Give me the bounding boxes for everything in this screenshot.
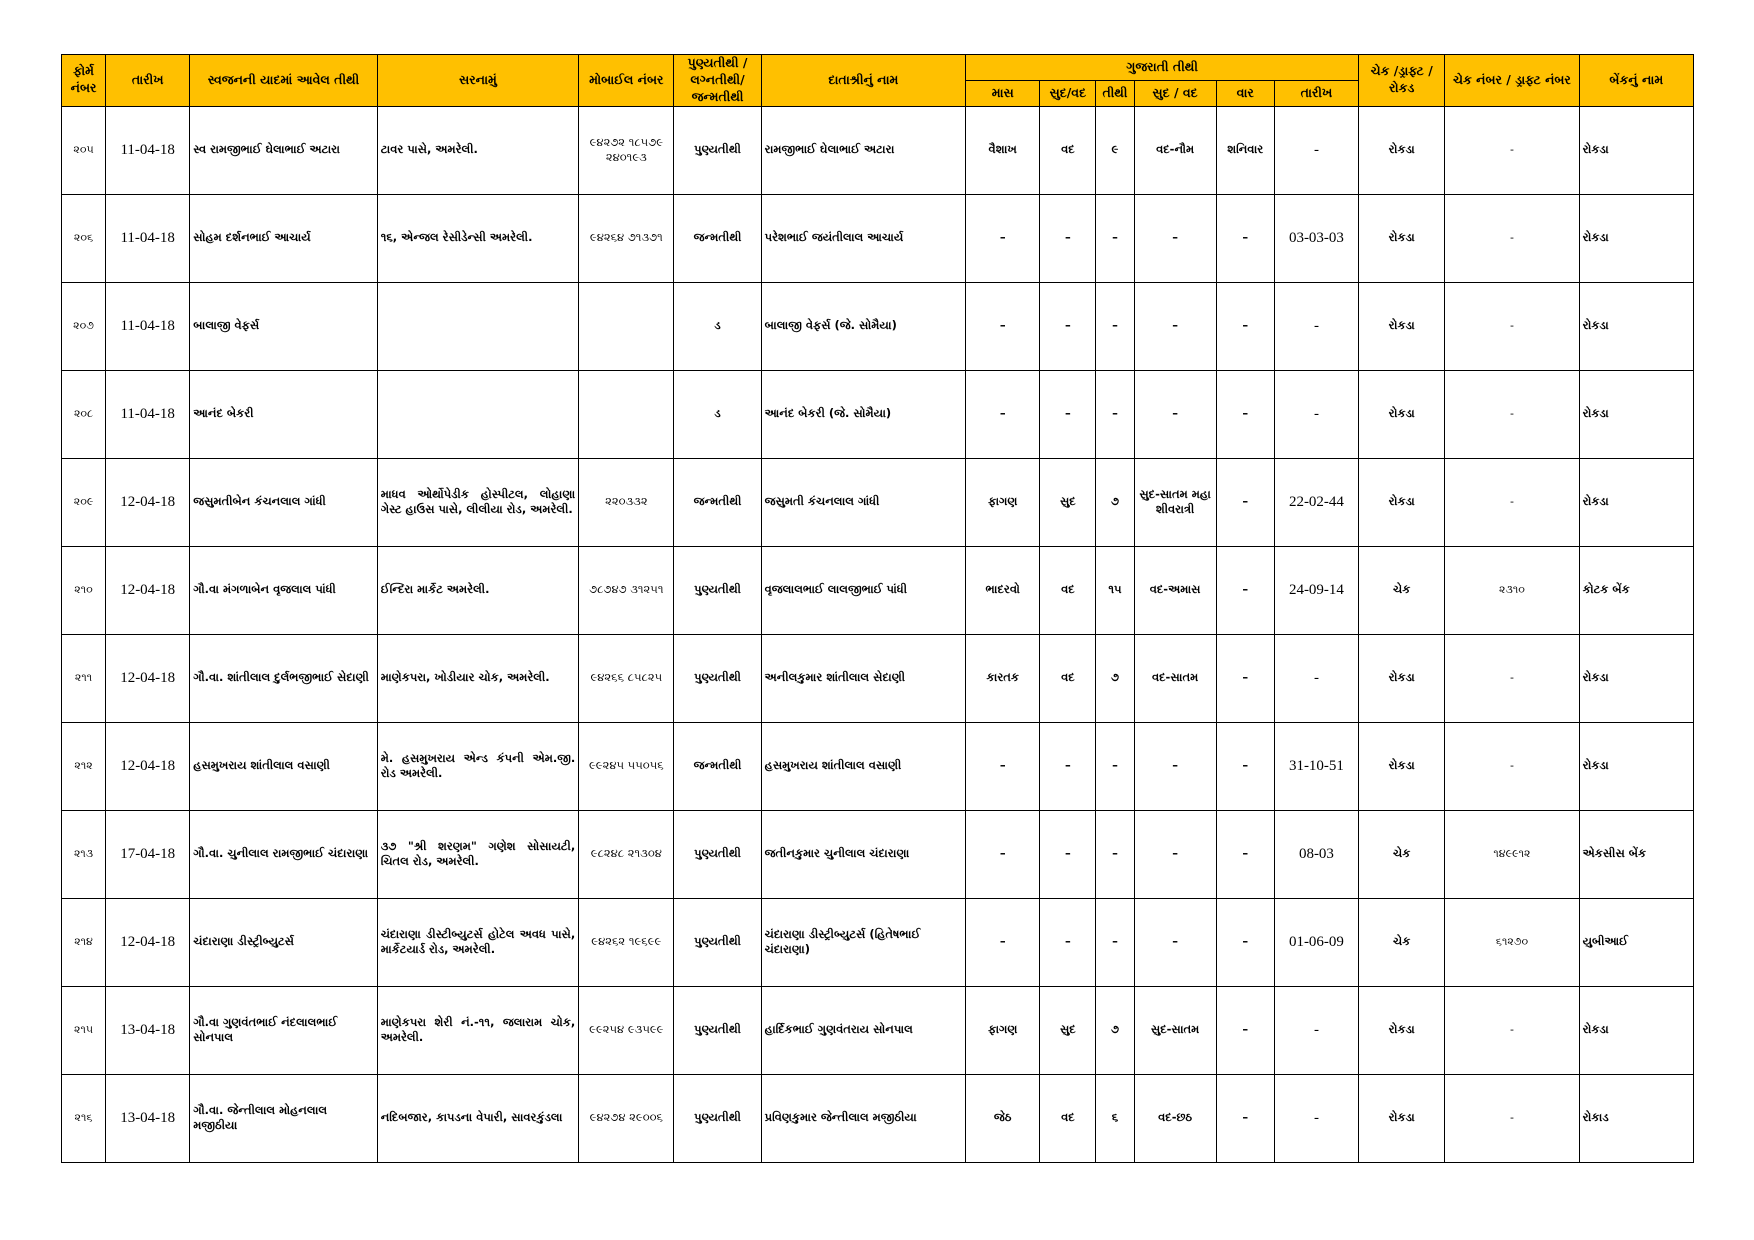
cell-payment-mode: ચેક [1359, 810, 1445, 898]
cell-sud-vad: વદ [1040, 1074, 1096, 1162]
cell-cheque-no: - [1445, 722, 1579, 810]
cell-donor-name: ચંદારાણા ડીસ્ટ્રીબ્યુટર્સ (હિતેષભાઈ ચંદારાણા) [761, 898, 965, 986]
cell-bank: રોકડા [1579, 282, 1693, 370]
table-row [62, 458, 1694, 546]
cell-address: માણેકપરા શેરી નં.-૧૧, જલારામ ચોક, અમરેલી. [377, 986, 578, 1074]
cell-form-no: ૨૦૬ [62, 194, 106, 282]
cell-weekday: – [1216, 722, 1274, 810]
cell-month: – [966, 370, 1040, 458]
cell-occasion: પુણ્યતીથી [674, 546, 761, 634]
cell-bank: રોકાડ [1579, 1074, 1693, 1162]
cell-bank: રોકડા [1579, 458, 1693, 546]
cell-tithi: – [1096, 898, 1134, 986]
cell-sud-vad-2: વદ-નૌમ [1134, 106, 1216, 194]
cell-occasion: ડ [674, 370, 761, 458]
cell-tithi-date: - [1274, 106, 1358, 194]
cell-weekday: – [1216, 810, 1274, 898]
cell-address: ટાવર પાસે, અમરેલી. [377, 106, 578, 194]
cell-weekday: – [1216, 282, 1274, 370]
header-donor-name: દાતાશ્રીનું નામ [761, 55, 965, 107]
cell-form-no: ૨૧૨ [62, 722, 106, 810]
cell-bank: રોકડા [1579, 106, 1693, 194]
cell-month: જેઠ [966, 1074, 1040, 1162]
cell-weekday: – [1216, 634, 1274, 722]
cell-weekday: – [1216, 546, 1274, 634]
cell-donor-name: પરેશભાઈ જયંતીલાલ આચાર્ય [761, 194, 965, 282]
cell-occasion: જન્મતીથી [674, 458, 761, 546]
cell-form-no: ૨૧૪ [62, 898, 106, 986]
cell-cheque-no: - [1445, 106, 1579, 194]
cell-mobile: ૯૯૨૪૫ ૫૫૦૫૬ [579, 722, 674, 810]
header-cheque-no: ચેક નંબર / ડ્રાફ્ટ નંબર [1445, 55, 1579, 107]
cell-remembered-name: ચંદારાણા ડીસ્ટ્રીબ્યુટર્સ [190, 898, 377, 986]
cell-payment-mode: ચેક [1359, 898, 1445, 986]
cell-tithi: – [1096, 810, 1134, 898]
cell-donor-name: વૃજલાલભાઈ લાલજીભાઈ પાંધી [761, 546, 965, 634]
cell-remembered-name: સોહમ દર્શનભાઈ આચાર્ય [190, 194, 377, 282]
cell-sud-vad-2: – [1134, 810, 1216, 898]
cell-month: વૈશાખ [966, 106, 1040, 194]
cell-form-no: ૨૦૭ [62, 282, 106, 370]
cell-tithi-date: 08-03 [1274, 810, 1358, 898]
cell-tithi-date: - [1274, 986, 1358, 1074]
cell-sud-vad: વદ [1040, 106, 1096, 194]
cell-donor-name: જસુમતી કંચનલાલ ગાંધી [761, 458, 965, 546]
cell-payment-mode: રોકડા [1359, 986, 1445, 1074]
cell-sud-vad: – [1040, 898, 1096, 986]
cell-tithi-date: 03-03-03 [1274, 194, 1358, 282]
cell-sud-vad: વદ [1040, 634, 1096, 722]
cell-bank: રોકડા [1579, 722, 1693, 810]
cell-weekday: – [1216, 458, 1274, 546]
cell-bank: રોકડા [1579, 986, 1693, 1074]
cell-payment-mode: રોકડા [1359, 458, 1445, 546]
header-date: તારીખ [106, 55, 190, 107]
cell-weekday: – [1216, 1074, 1274, 1162]
cell-occasion: પુણ્યતીથી [674, 810, 761, 898]
cell-mobile: ૭૮૭૪૭ ૩૧૨૫૧ [579, 546, 674, 634]
cell-mobile: ૯૪૨૬૪ ૭૧૩૭૧ [579, 194, 674, 282]
header-payment-mode: ચેક /ડ્રાફ્ટ / રોકડ [1359, 55, 1445, 107]
cell-donor-name: જતીનકુમાર ચુનીલાલ ચંદારાણા [761, 810, 965, 898]
cell-month: ફાગણ [966, 458, 1040, 546]
cell-sud-vad: – [1040, 810, 1096, 898]
cell-month: કારતક [966, 634, 1040, 722]
cell-address [377, 282, 578, 370]
cell-sud-vad-2: – [1134, 282, 1216, 370]
cell-address: ૧૬, એન્જલ રેસીડેન્સી અમરેલી. [377, 194, 578, 282]
cell-payment-mode: રોકડા [1359, 1074, 1445, 1162]
cell-tithi-date: 31-10-51 [1274, 722, 1358, 810]
cell-donor-name: રામજીભાઈ ઘેલાભાઈ અટારા [761, 106, 965, 194]
cell-donor-name: હસમુખરાય શાંતીલાલ વસાણી [761, 722, 965, 810]
cell-donor-name: આનંદ બેકરી (જે. સોમૈયા) [761, 370, 965, 458]
cell-bank: રોકડા [1579, 370, 1693, 458]
cell-sud-vad-2: વદ-છઠ [1134, 1074, 1216, 1162]
cell-cheque-no: - [1445, 986, 1579, 1074]
cell-occasion: પુણ્યતીથી [674, 898, 761, 986]
cell-date: 12-04-18 [106, 546, 190, 634]
cell-tithi-date: - [1274, 282, 1358, 370]
cell-address: ૩૭ "શ્રી શરણમ" ગણેશ સોસાયટી, ચિતલ રોડ, અમરેલી. [377, 810, 578, 898]
cell-weekday: શનિવાર [1216, 106, 1274, 194]
cell-cheque-no: ૧૪૯૯૧૨ [1445, 810, 1579, 898]
cell-date: 12-04-18 [106, 898, 190, 986]
cell-sud-vad-2: વદ-સાતમ [1134, 634, 1216, 722]
cell-sud-vad-2: – [1134, 194, 1216, 282]
donor-register-table [61, 54, 1694, 1163]
cell-sud-vad-2: સુદ-સાતમ [1134, 986, 1216, 1074]
table-row [62, 546, 1694, 634]
cell-tithi: ૭ [1096, 634, 1134, 722]
cell-tithi-date: - [1274, 1074, 1358, 1162]
header-tithi-date: તારીખ [1274, 80, 1358, 106]
cell-date: 13-04-18 [106, 1074, 190, 1162]
cell-month: – [966, 898, 1040, 986]
cell-sud-vad: – [1040, 722, 1096, 810]
cell-address: માધવ ઓર્થોપેડીક હોસ્પીટલ, લોહાણા ગેસ્ટ હાઉસ પાસે, લીલીયા રોડ, અમરેલી. [377, 458, 578, 546]
cell-month: – [966, 194, 1040, 282]
cell-remembered-name: ગૌ.વા. શાંતીલાલ દુર્લભજીભાઈ સેદાણી [190, 634, 377, 722]
cell-occasion: પુણ્યતીથી [674, 1074, 761, 1162]
header-form-no: ફોર્મ નંબર [62, 55, 106, 107]
table-row [62, 106, 1694, 194]
cell-tithi: – [1096, 370, 1134, 458]
cell-remembered-name: ગૌ.વા. જેન્તીલાલ મોહનલાલ મજીઠીયા [190, 1074, 377, 1162]
table-body [62, 106, 1694, 1162]
cell-cheque-no: - [1445, 282, 1579, 370]
cell-cheque-no: ૬૧૨૭૦ [1445, 898, 1579, 986]
cell-date: 11-04-18 [106, 194, 190, 282]
cell-occasion: પુણ્યતીથી [674, 986, 761, 1074]
cell-address: ચંદારાણા ડીસ્ટીબ્યુટર્સ હોટેલ અવધ પાસે, માર્કેટયાર્ડ રોડ, અમરેલી. [377, 898, 578, 986]
table-row [62, 722, 1694, 810]
cell-tithi: ૧૫ [1096, 546, 1134, 634]
cell-tithi: – [1096, 194, 1134, 282]
cell-mobile: ૯૪૨૬૨ ૧૯૬૯૯ [579, 898, 674, 986]
cell-form-no: ૨૧૫ [62, 986, 106, 1074]
table-row [62, 634, 1694, 722]
cell-mobile: ૨૨૦૩૩૨ [579, 458, 674, 546]
cell-occasion: ડ [674, 282, 761, 370]
cell-month: – [966, 282, 1040, 370]
cell-bank: રોકડા [1579, 194, 1693, 282]
header-address: સરનામું [377, 55, 578, 107]
cell-date: 11-04-18 [106, 106, 190, 194]
table-row [62, 370, 1694, 458]
cell-form-no: ૨૦૫ [62, 106, 106, 194]
header-tithi: તીથી [1096, 80, 1134, 106]
cell-occasion: પુણ્યતીથી [674, 106, 761, 194]
cell-remembered-name: હસમુખરાય શાંતીલાલ વસાણી [190, 722, 377, 810]
cell-sud-vad: – [1040, 370, 1096, 458]
cell-payment-mode: રોકડા [1359, 194, 1445, 282]
cell-tithi-date: 24-09-14 [1274, 546, 1358, 634]
cell-month: – [966, 722, 1040, 810]
cell-remembered-name: ગૌ.વા મંગળાબેન વૃજલાલ પાંધી [190, 546, 377, 634]
cell-payment-mode: ચેક [1359, 546, 1445, 634]
cell-sud-vad-2: – [1134, 722, 1216, 810]
cell-donor-name: બાલાજી વેફર્સ (જે. સોમૈયા) [761, 282, 965, 370]
table-row [62, 282, 1694, 370]
cell-mobile: ૯૪૨૭૪ ૨૯૦૦૬ [579, 1074, 674, 1162]
cell-sud-vad-2: – [1134, 370, 1216, 458]
header-sud-vad: સુદ/વદ [1040, 80, 1096, 106]
cell-payment-mode: રોકડા [1359, 634, 1445, 722]
cell-form-no: ૨૦૯ [62, 458, 106, 546]
cell-cheque-no: - [1445, 1074, 1579, 1162]
cell-tithi: ૭ [1096, 986, 1134, 1074]
cell-mobile: ૯૮૨૪૮ ૨૧૩૦૪ [579, 810, 674, 898]
cell-date: 17-04-18 [106, 810, 190, 898]
cell-month: ફાગણ [966, 986, 1040, 1074]
cell-donor-name: હાર્દિકભાઈ ગુણવંતરાય સોનપાલ [761, 986, 965, 1074]
cell-form-no: ૨૧૬ [62, 1074, 106, 1162]
cell-sud-vad-2: વદ-અમાસ [1134, 546, 1216, 634]
cell-bank: યુબીઆઈ [1579, 898, 1693, 986]
header-occasion: પુણ્યતીથી / લગ્નતીથી/ જન્મતીથી [674, 55, 761, 107]
cell-remembered-name: આનંદ બેકરી [190, 370, 377, 458]
cell-sud-vad: સુદ [1040, 986, 1096, 1074]
table-header [62, 55, 1694, 107]
header-month: માસ [966, 80, 1040, 106]
cell-date: 13-04-18 [106, 986, 190, 1074]
cell-form-no: ૨૦૮ [62, 370, 106, 458]
cell-date: 12-04-18 [106, 722, 190, 810]
cell-cheque-no: ૨૩૧૦ [1445, 546, 1579, 634]
cell-sud-vad-2: – [1134, 898, 1216, 986]
cell-mobile: ૯૪૨૬૬ ૮૫૮૨૫ [579, 634, 674, 722]
cell-sud-vad: સુદ [1040, 458, 1096, 546]
cell-payment-mode: રોકડા [1359, 106, 1445, 194]
cell-tithi-date: - [1274, 370, 1358, 458]
header-gujarati-tithi: ગુજરાતી તીથી [966, 55, 1359, 81]
cell-tithi-date: 01-06-09 [1274, 898, 1358, 986]
table-row [62, 810, 1694, 898]
cell-sud-vad: – [1040, 282, 1096, 370]
cell-occasion: જન્મતીથી [674, 194, 761, 282]
cell-weekday: – [1216, 194, 1274, 282]
cell-address: માણેકપરા, ખોડીયાર ચોક, અમરેલી. [377, 634, 578, 722]
cell-date: 12-04-18 [106, 458, 190, 546]
cell-remembered-name: ગૌ.વા. ચુનીલાલ રામજીભાઈ ચંદારાણા [190, 810, 377, 898]
header-bank: બેંકનું નામ [1579, 55, 1693, 107]
cell-sud-vad-2: સુદ-સાતમ મહા શીવરાત્રી [1134, 458, 1216, 546]
cell-address: ઈન્દિરા માર્કેટ અમરેલી. [377, 546, 578, 634]
cell-date: 11-04-18 [106, 370, 190, 458]
cell-tithi: – [1096, 282, 1134, 370]
table-row [62, 898, 1694, 986]
table-row [62, 1074, 1694, 1162]
cell-address [377, 370, 578, 458]
cell-tithi: ૭ [1096, 458, 1134, 546]
cell-weekday: – [1216, 370, 1274, 458]
cell-cheque-no: - [1445, 458, 1579, 546]
cell-sud-vad: વદ [1040, 546, 1096, 634]
cell-occasion: પુણ્યતીથી [674, 634, 761, 722]
cell-payment-mode: રોકડા [1359, 722, 1445, 810]
cell-remembered-name: બાલાજી વેફર્સ [190, 282, 377, 370]
cell-tithi: – [1096, 722, 1134, 810]
cell-form-no: ૨૧૩ [62, 810, 106, 898]
cell-donor-name: અનીલકુમાર શાંતીલાલ સેદાણી [761, 634, 965, 722]
table-row [62, 986, 1694, 1074]
cell-remembered-name: સ્વ રામજીભાઈ ઘેલાભાઈ અટારા [190, 106, 377, 194]
cell-bank: એકસીસ બેંક [1579, 810, 1693, 898]
cell-weekday: – [1216, 898, 1274, 986]
cell-bank: કોટક બેંક [1579, 546, 1693, 634]
cell-cheque-no: - [1445, 194, 1579, 282]
cell-month: ભાદરવો [966, 546, 1040, 634]
cell-tithi: ૯ [1096, 106, 1134, 194]
cell-cheque-no: - [1445, 634, 1579, 722]
cell-form-no: ૨૧૧ [62, 634, 106, 722]
cell-tithi-date: - [1274, 634, 1358, 722]
cell-payment-mode: રોકડા [1359, 282, 1445, 370]
cell-donor-name: પ્રવિણકુમાર જેન્તીલાલ મજીઠીયા [761, 1074, 965, 1162]
header-remembered-date: સ્વજનની યાદમાં આવેલ તીથી [190, 55, 377, 107]
cell-payment-mode: રોકડા [1359, 370, 1445, 458]
cell-mobile [579, 370, 674, 458]
header-mobile: મોબાઈલ નંબર [579, 55, 674, 107]
cell-mobile [579, 282, 674, 370]
cell-form-no: ૨૧૦ [62, 546, 106, 634]
header-weekday: વાર [1216, 80, 1274, 106]
cell-month: – [966, 810, 1040, 898]
cell-mobile: ૯૪૨૭૨ ૧૮૫૭૯ ૨૪૦૧૯૩ [579, 106, 674, 194]
cell-bank: રોકડા [1579, 634, 1693, 722]
cell-remembered-name: ગૌ.વા ગુણવંતભાઈ નંદલાલભાઈ સોનપાલ [190, 986, 377, 1074]
cell-weekday: – [1216, 986, 1274, 1074]
cell-remembered-name: જસુમતીબેન કંચનલાલ ગાંધી [190, 458, 377, 546]
cell-sud-vad: – [1040, 194, 1096, 282]
table-row [62, 194, 1694, 282]
cell-cheque-no: - [1445, 370, 1579, 458]
cell-date: 11-04-18 [106, 282, 190, 370]
cell-address: મે. હસમુખરાય એન્ડ કંપની એમ.જી. રોડ અમરેલી. [377, 722, 578, 810]
header-sud-vad-2: સુદ / વદ [1134, 80, 1216, 106]
cell-mobile: ૯૯૨૫૪ ૯૩૫૯૯ [579, 986, 674, 1074]
cell-date: 12-04-18 [106, 634, 190, 722]
cell-address: નદિબજાર, કાપડના વેપારી, સાવરકુંડલા [377, 1074, 578, 1162]
cell-tithi: ૬ [1096, 1074, 1134, 1162]
cell-tithi-date: 22-02-44 [1274, 458, 1358, 546]
cell-occasion: જન્મતીથી [674, 722, 761, 810]
